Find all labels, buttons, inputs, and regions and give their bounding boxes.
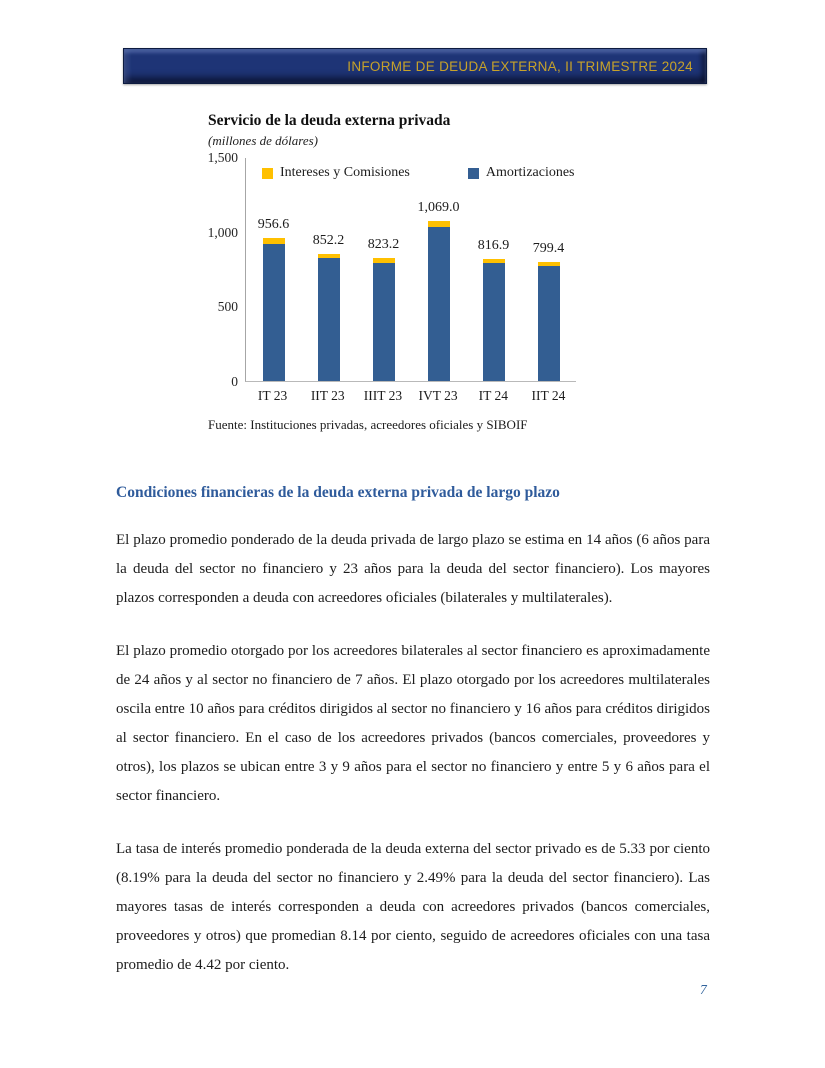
bar-total-label: 956.6 — [257, 217, 290, 233]
legend-label: Intereses y Comisiones — [280, 165, 410, 180]
chart-subtitle: (millones de dólares) — [208, 133, 318, 148]
y-axis-tick-label: 1,000 — [207, 224, 238, 240]
x-axis-tick-label: IT 24 — [478, 388, 508, 403]
chart — [208, 112, 576, 433]
bar-total-label: 823.2 — [367, 237, 400, 253]
section-heading: Condiciones financieras de la deuda externa privada de largo plazo — [116, 484, 560, 501]
chart-title: Servicio de la deuda externa privada — [208, 112, 451, 129]
bar-slot — [521, 158, 576, 381]
bar-segment-amortizaciones — [483, 263, 505, 381]
bar-series — [246, 158, 576, 381]
header-title: INFORME DE DEUDA EXTERNA, II TRIMESTRE 2024 — [347, 58, 693, 74]
bar-segment-amortizaciones — [428, 227, 450, 381]
body-paragraph: El plazo promedio otorgado por los acreedores bilaterales al sector financiero es aproximadamente de 24 años y al sector no financiero de 7 años. El plazo otorgado por los acreedores multilaterales oscila entre 10 años para créditos dirigidos al sector no financiero y 16 años para créditos dirigidos al sector financiero. En el caso de los acreedores privados (bancos comerciales, proveedores y otros), los plazos se ubican entre 3 y 9 años para el sector no financiero y entre 5 y 6 años para el sector financiero. — [116, 643, 710, 804]
bar-IT-23 — [263, 238, 285, 381]
y-axis-tick-label: 500 — [217, 299, 238, 315]
x-axis-tick-label: IIIT 23 — [363, 388, 403, 403]
bar-IVT-23 — [428, 221, 450, 381]
bar-IIIT-23 — [373, 258, 395, 381]
legend-label: Amortizaciones — [485, 165, 575, 180]
bar-segment-amortizaciones — [263, 244, 285, 381]
x-axis-tick-label: IT 23 — [257, 388, 288, 403]
x-axis-tick-label: IIT 24 — [531, 388, 566, 403]
bar-total-label: 816.9 — [477, 238, 510, 254]
bar-IIT-24 — [538, 262, 560, 381]
bar-IT-24 — [483, 259, 505, 381]
body-paragraph: El plazo promedio ponderado de la deuda privada de largo plazo se estima en 14 años (6 años para la deuda del sector no financiero y 23 años para la deuda del sector financiero). Los mayores plazos corresponden a deuda con acreedores oficiales (bilaterales y multilaterales). — [116, 532, 710, 606]
plot-area — [245, 158, 576, 382]
chart-source: Fuente: Instituciones privadas, acreedores oficiales y SIBOIF — [208, 417, 528, 432]
y-axis-tick-label: 1,500 — [207, 150, 238, 165]
bar-segment-amortizaciones — [318, 258, 340, 381]
bar-slot — [301, 158, 356, 381]
bar-segment-amortizaciones — [373, 263, 395, 381]
bar-total-label: 1,069.0 — [417, 200, 460, 216]
bar-slot — [466, 158, 521, 381]
x-axis-tick-label: IIT 23 — [310, 388, 345, 403]
x-axis-labels — [245, 388, 576, 404]
body-paragraph: La tasa de interés promedio ponderada de la deuda externa del sector privado es de 5.33 por ciento (8.19% para la deuda del sector no financiero y 2.49% para la deuda del sector financiero). Las mayores tasas de interés corresponden a deuda con acreedores privados (bancos comerciales, proveedores y otros) que promedian 8.14 por ciento, seguido de acreedores oficiales con una tasa promedio de 4.42 por ciento. — [116, 841, 710, 973]
header-banner — [123, 48, 707, 84]
bar-segment-amortizaciones — [538, 266, 560, 381]
x-axis-tick-label: IVT 23 — [418, 388, 458, 403]
page-number: 7 — [700, 982, 707, 997]
bar-slot — [356, 158, 411, 381]
chart-canvas — [207, 150, 576, 389]
y-axis — [207, 150, 242, 389]
bar-total-label: 852.2 — [312, 232, 345, 248]
y-axis-tick-label: 0 — [231, 374, 238, 389]
bar-total-label: 799.4 — [532, 240, 565, 256]
bar-IIT-23 — [318, 254, 340, 381]
page-content — [116, 112, 710, 980]
bar-slot — [246, 158, 301, 381]
bar-slot — [411, 158, 466, 381]
